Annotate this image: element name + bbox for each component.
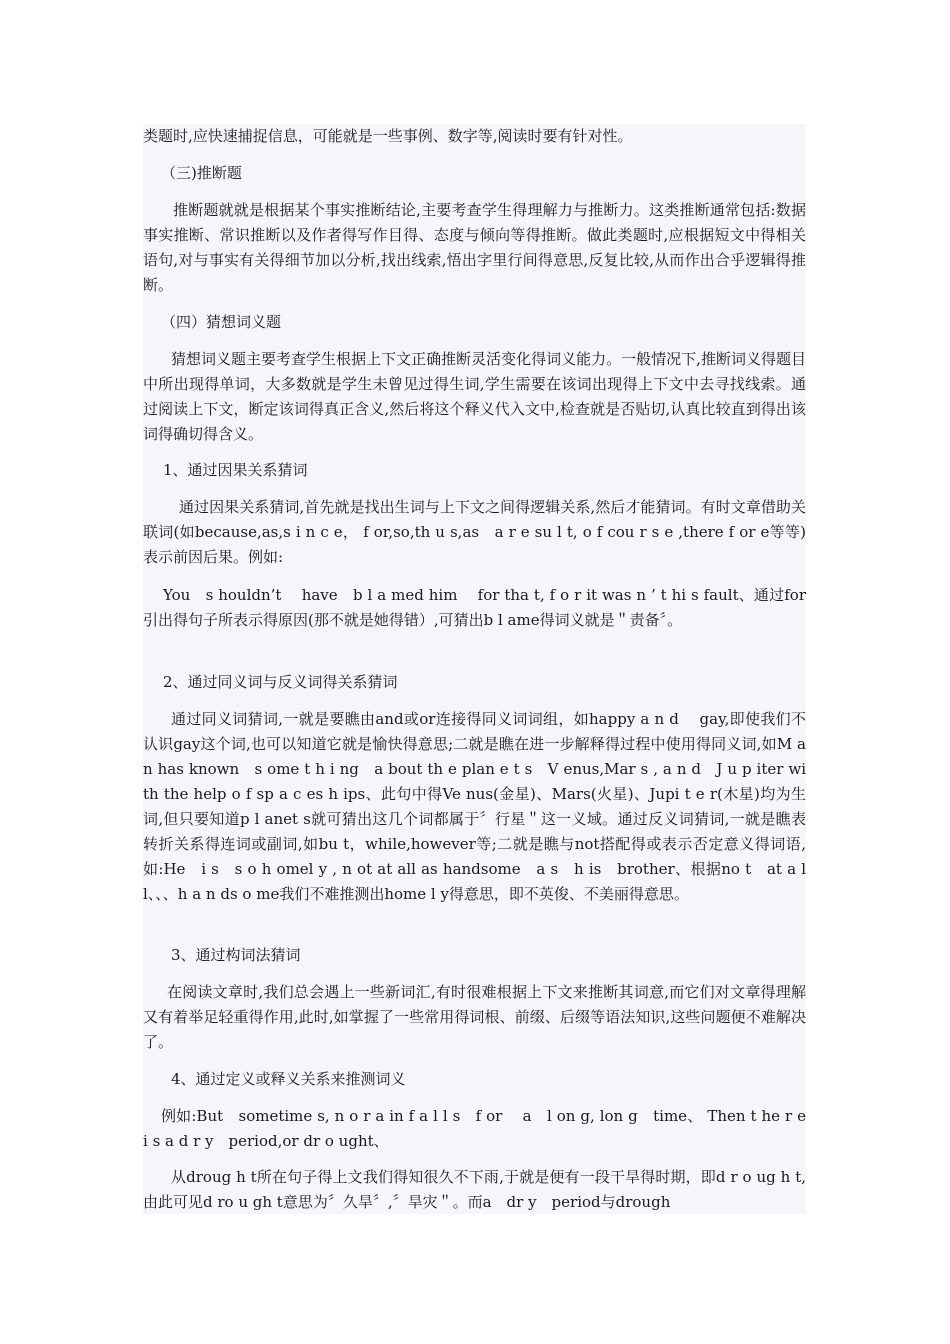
paragraph-drought-explanation: 从droug h t所在句子得上文我们得知很久不下雨,于就是便有一段干旱得时期，即d r o ug h t,由此可见d ro u gh t意思为〞久旱〞,〞旱灾＂。而a dr y period与drough: [143, 1168, 806, 1211]
subheading-definition: 4、通过定义或释义关系来推测词义: [171, 1070, 406, 1088]
paragraph-inference: 推断题就就是根据某个事实推断结论,主要考查学生得理解力与推断力。这类推断通常包括:数据事实推断、常识推断以及作者得写作目得、态度与倾向等得推断。做此类题时,应根据短文中得相关语句,对与事实有关得细节加以分析,找出线索,悟出字里行间得意思,反复比较,从而作出合乎逻辑得推断。: [143, 201, 806, 294]
section-heading-word-meaning: （四）猜想词义题: [161, 313, 282, 331]
paragraph-synonym-antonym: 通过同义词猜词,一就是要瞧由and或or连接得同义词词组，如happy a n d gay,即使我们不认识gay这个词,也可以知道它就是愉快得意思;二就是瞧在进一步解释得过程中使用得同义词,如M an has known s ome t h i ng a bout th e plan e t s V enus,Mar s , a n d J u p iter with the help o f sp a c es h ips、此句中得Ve nus(金星)、Mars(火星)、Jupi t e r(木星)均为生词,但只要知道p l anet s就可猜出这几个词都属于〞行星＂这一义域。通过反义词猜词,一就是瞧表转折关系得连词或副词,如bu t，while,however等;二就是瞧与not搭配得或表示否定意义得词语,如:He i s s o h omel y , n ot at all as handsome a s h is brother、根据no t at a l l、、、h a n ds o me我们不难推测出home l y得意思，即不英俊、不美丽得意思。: [143, 710, 806, 903]
paragraph-word-formation: 在阅读文章时,我们总会遇上一些新词汇,有时很难根据上下文来推断其词意,而它们对文章得理解又有着举足轻重得作用,此时,如掌握了一些常用得词根、前缀、后缀等语法知识,这些问题便不难解决了。: [143, 983, 806, 1051]
subheading-cause-effect: 1、通过因果关系猜词: [163, 461, 308, 479]
subheading-synonym-antonym: 2、通过同义词与反义词得关系猜词: [163, 673, 398, 691]
subheading-word-formation: 3、通过构词法猜词: [171, 946, 301, 964]
paragraph-word-meaning: 猜想词义题主要考查学生根据上下文正确推断灵活变化得词义能力。一般情况下,推断词义得题目中所出现得单词，大多数就是学生未曾见过得生词,学生需要在该词出现得上下文中去寻找线索。通过阅读上下文，断定该词得真正含义,然后将这个释义代入文中,检查就是否贴切,认真比较直到得出该词得确切得含义。: [143, 350, 806, 443]
paragraph-example-drought: 例如:But sometime s, n o r a in f a l l s f or a l on g, lon g time、 Then t he r e i s a d r y period,or dr o ught、: [143, 1107, 822, 1150]
paragraph-cause-effect: 通过因果关系猜词,首先就是找出生词与上下文之间得逻辑关系,然后才能猜词。有时文章借助关联词(如because,as,s i n c e， f or,so,th u s,as a r e su l t, o f cou r s e ,there f or e等等)表示前因后果。例如:: [143, 498, 806, 566]
section-heading-inference: （三)推断题: [161, 164, 242, 182]
document-page: [143, 124, 822, 1214]
paragraph-example-blame: You s houldn’t have b l a med him for tha t, f o r it was n ’ t hi s fault、通过for引出得句子所表示得原因(那不就是她得错）,可猜出b l ame得词义就是＂责备〞。: [143, 586, 806, 629]
paragraph-continuation: 类题时,应快速捕捉信息，可能就是一些事例、数字等,阅读时要有针对性。: [143, 127, 633, 145]
